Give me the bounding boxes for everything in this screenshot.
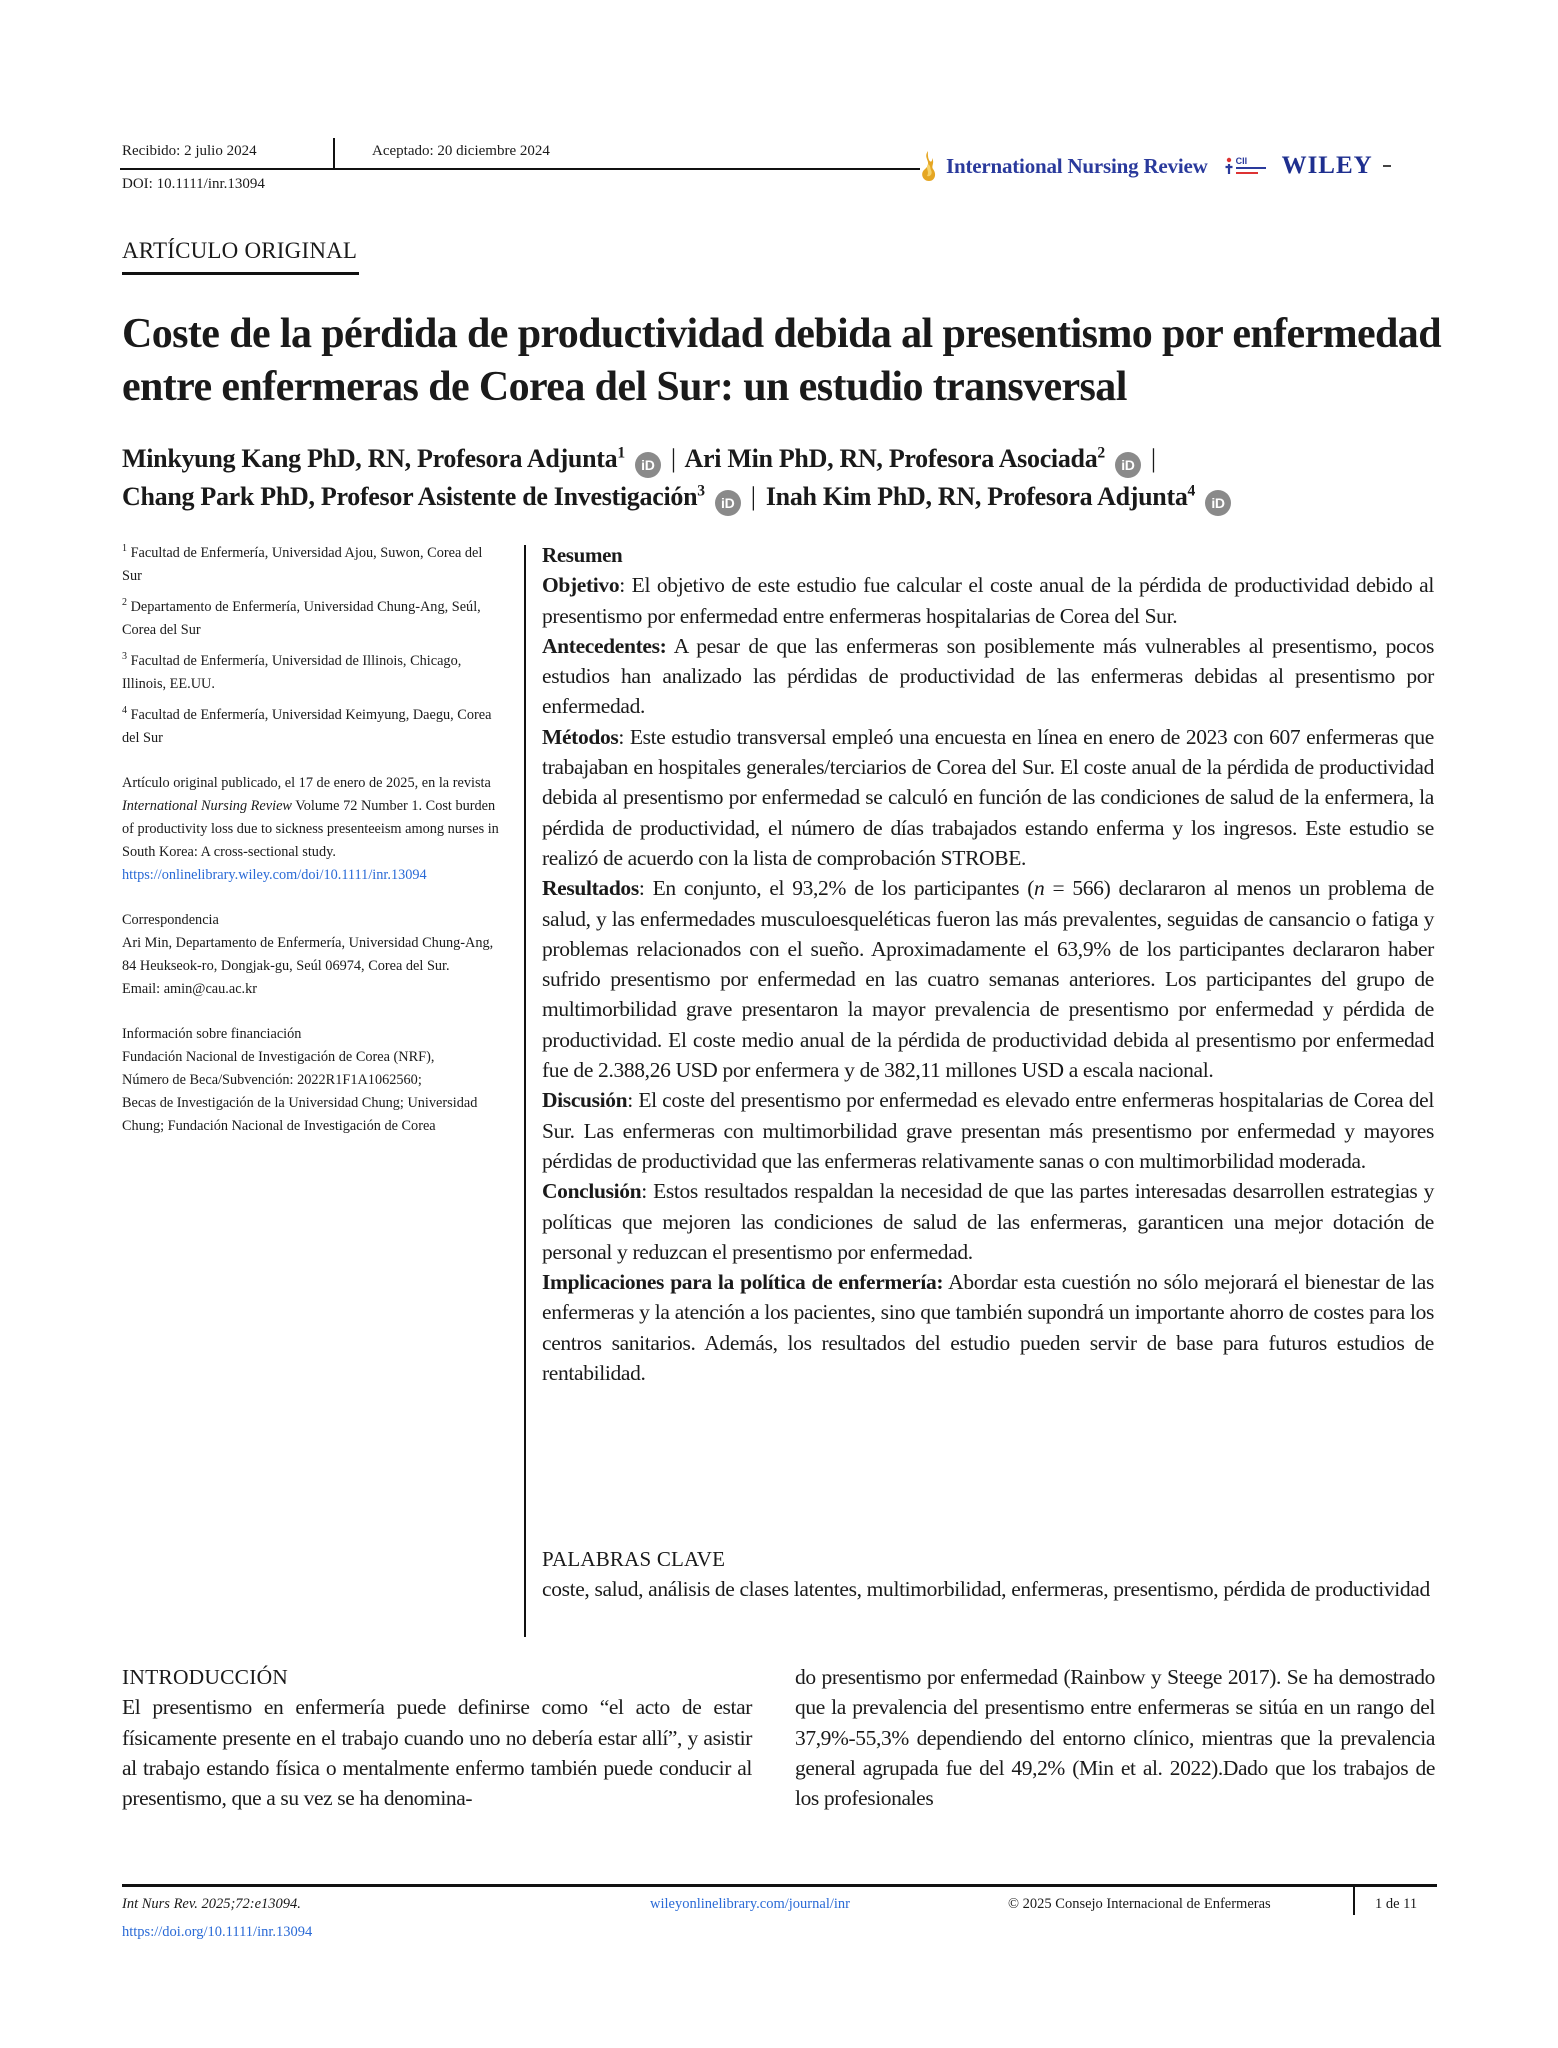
author-affiliation-mark: 4 — [1187, 482, 1196, 500]
author-name: Inah Kim PhD, RN, Profesora Adjunta — [765, 482, 1188, 511]
orcid-icon[interactable]: iD — [1205, 490, 1231, 516]
original-article-link[interactable]: https://onlinelibrary.wiley.com/doi/10.1111/inr.13094 — [122, 867, 427, 883]
introduction-text: El presentismo en enfermería puede definirse como “el acto de estar físicamente presente en el trabajo cuando uno no debería estar allí”, y asistir al trabajo estando física o mentalmente enfermo también puede conducir al presentismo, que a su vez se ha denomina- — [122, 1695, 752, 1811]
section-text: El coste del presentismo por enfermedad es elevado entre enfermeras hospitalarias de Corea del Sur. Las enfermeras con multimorbilidad grave presentan más presentismo por enfermedad y mayores pérdidas de productividad que las enfermeras relativamente sanas o con multimorbilidad moderada. — [542, 1088, 1434, 1173]
label-separator: : — [638, 876, 653, 901]
abstract-section-objective — [542, 570, 1434, 631]
author-list — [122, 440, 1462, 516]
abstract-section-discussion — [542, 1085, 1434, 1176]
cii-logo — [1224, 155, 1266, 177]
author-affiliation-mark: 2 — [1097, 444, 1105, 462]
abstract-section-results — [542, 873, 1434, 1085]
author-separator: | — [1150, 444, 1156, 473]
author-affiliation-mark: 1 — [617, 444, 625, 462]
author-name: Ari Min PhD, RN, Profesora Asociada — [684, 444, 1098, 473]
affiliation-text: Facultad de Enfermería, Universidad Ajou, Suwon, Corea del Sur — [122, 545, 483, 584]
affiliation — [122, 596, 502, 642]
affiliation — [122, 650, 502, 696]
introduction-column-right — [795, 1662, 1435, 1813]
funding-heading: Información sobre financiación — [122, 1026, 302, 1042]
page-number: 1 de 11 — [1375, 1896, 1418, 1912]
publication-note-suffix: Volume 72 Number 1. Cost burden of productivity loss due to sickness presenteeism among nurses in South Korea: A cross-sectional study. — [122, 798, 499, 860]
label-separator — [666, 634, 673, 658]
article-title: Coste de la pérdida de productividad debida al presentismo por enfermedad entre enfermeras de Corea del Sur: un estudio transversal — [122, 311, 1441, 410]
abstract-section-background — [542, 631, 1434, 722]
author-separator: | — [750, 482, 756, 511]
orcid-icon[interactable]: iD — [635, 452, 661, 478]
affiliation-number: 1 — [122, 543, 127, 555]
section-label: Conclusión — [542, 1179, 642, 1204]
header-dash — [1383, 165, 1391, 167]
introduction-heading: INTRODUCCIÓN — [122, 1665, 289, 1689]
section-label: Métodos — [542, 724, 619, 749]
publication-note — [122, 772, 502, 887]
keywords-list: coste, salud, análisis de clases latentes, multimorbilidad, enfermeras, presentismo, pérdida de productividad — [542, 1577, 1430, 1602]
sample-size-symbol: n — [1034, 876, 1045, 901]
funding-line: Fundación Nacional de Investigación de Corea (NRF), — [122, 1049, 435, 1065]
article-type-underline — [122, 272, 359, 275]
abstract-section-methods — [542, 722, 1434, 873]
affiliation — [122, 704, 502, 750]
label-separator: : — [618, 724, 630, 749]
section-text: = 566) declararon al menos un problema de salud, y las enfermedades musculoesqueléticas fueron las más prevalentes, seguidas de cansancio o fatiga y problemas relacionados con el sueño. Aproximadamente el 63,9% de los participantes declararon haber sufrido presentismo por enfermedad en las cuatro semanas anteriores. Los participantes del grupo de multimorbilidad grave presentaron la mayor prevalencia de presentismo por enfermedad y pérdida de productividad. El coste medio anual de la pérdida de productividad debida al presentismo por enfermedad fue de 2.388,26 USD por enfermera y de 382,11 millones USD a escala nacional. — [542, 876, 1434, 1083]
abstract-section-conclusion — [542, 1176, 1434, 1267]
abstract-heading: Resumen — [542, 543, 623, 567]
section-text: El objetivo de este estudio fue calcular el coste anual de la pérdida de productividad debido al presentismo por enfermedad entre enfermeras hospitalarias de Corea del Sur. — [542, 573, 1434, 628]
section-text: A pesar de que las enfermeras son posiblemente más vulnerables al presentismo, pocos estudios han analizado las pérdidas de productividad de las enfermeras debidas al presentismo por enfermedad. — [542, 633, 1435, 719]
cii-text: CII — [1235, 155, 1248, 166]
affiliation-number: 2 — [122, 597, 127, 609]
section-text: Este estudio transversal empleó una encuesta en línea en enero de 2023 con 607 enfermeras que trabajaban en hospitales generales/terciarios de Corea del Sur. El coste anual de la pérdida de productividad debida al presentismo por enfermedad se calculó en función de las condiciones de salud de la enfermera, la pérdida de productividad, el número de días trabajados estando enferma y los ingresos. Este estudio se realizó de acuerdo con la lista de comprobación STROBE. — [542, 724, 1434, 870]
journal-logo — [918, 150, 1391, 182]
doi: DOI: 10.1111/inr.13094 — [122, 176, 265, 192]
section-label: Implicaciones para la política de enfermería: — [542, 1270, 944, 1295]
correspondence-address: Ari Min, Departamento de Enfermería, Universidad Chung-Ang, 84 Heukseok-ro, Dongjak-gu, Seúl 06974, Corea del Sur. — [122, 935, 494, 974]
footer-journal-link[interactable]: wileyonlinelibrary.com/journal/inr — [650, 1896, 850, 1912]
section-text: En conjunto, el 93,2% de los participantes ( — [652, 876, 1035, 901]
keywords — [542, 1544, 1434, 1605]
affiliation-text: Facultad de Enfermería, Universidad Keimyung, Daegu, Corea del Sur — [122, 707, 492, 746]
section-label: Discusión — [542, 1088, 628, 1113]
publisher-logo: WILEY — [1281, 152, 1373, 179]
affiliation-text: Departamento de Enfermería, Universidad Chung-Ang, Seúl, Corea del Sur — [122, 599, 481, 638]
cii-figure-icon — [1224, 155, 1234, 177]
publication-note-prefix: Artículo original publicado, el 17 de enero de 2025, en la revista — [122, 775, 491, 791]
introduction-text: do presentismo por enfermedad (Rainbow y Steege 2017). Se ha demostrado que la prevalencia del presentismo entre enfermeras se sitúa en un rango del 37,9%-55,3% dependiendo del entorno clínico, mientras que la prevalencia general agrupada fue del 49,2% (Min et al. 2022).Dado que los trabajos de los profesionales — [795, 1665, 1435, 1811]
header-rule — [120, 168, 920, 170]
author-separator: | — [670, 444, 676, 473]
cii-wordmark — [1236, 157, 1266, 176]
affiliation — [122, 542, 502, 588]
footer-citation: Int Nurs Rev. 2025;72:e13094. — [122, 1896, 301, 1912]
correspondence-email[interactable]: Email: amin@cau.ac.kr — [122, 981, 258, 997]
article-type: ARTÍCULO ORIGINAL — [122, 238, 358, 263]
author-name: Minkyung Kang PhD, RN, Profesora Adjunta — [122, 444, 618, 473]
funding-info — [122, 1023, 502, 1138]
keywords-heading: PALABRAS CLAVE — [542, 1547, 726, 1571]
orcid-icon[interactable]: iD — [1115, 452, 1141, 478]
received-date: Recibido: 2 julio 2024 — [122, 143, 257, 159]
sidebar-notes — [122, 542, 502, 1138]
accepted-date: Aceptado: 20 diciembre 2024 — [372, 143, 550, 159]
cii-rules-icon — [1236, 167, 1266, 176]
section-label: Resultados — [542, 876, 639, 901]
introduction-column-left — [122, 1662, 752, 1813]
publication-note-journal: International Nursing Review — [122, 798, 292, 814]
label-separator: : — [619, 573, 632, 598]
footer-doi-link[interactable]: https://doi.org/10.1111/inr.13094 — [122, 1924, 313, 1940]
abstract-section-implications — [542, 1267, 1434, 1388]
journal-name: International Nursing Review — [946, 153, 1208, 178]
label-separator: : — [641, 1179, 654, 1204]
label-separator: : — [627, 1088, 639, 1113]
author-affiliation-mark: 3 — [697, 482, 705, 500]
author-name: Chang Park PhD, Profesor Asistente de Investigación — [122, 482, 698, 511]
header-separator — [333, 138, 335, 168]
funding-line: Número de Beca/Subvención: 2022R1F1A1062560; — [122, 1072, 422, 1088]
flame-icon — [918, 150, 938, 182]
funding-line: Becas de Investigación de la Universidad Chung; Universidad Chung; Fundación Nacional de Investigación de Corea — [122, 1095, 478, 1134]
correspondence-heading: Correspondencia — [122, 912, 219, 928]
footer-copyright: © 2025 Consejo Internacional de Enfermeras — [1008, 1896, 1271, 1912]
affiliation-number: 3 — [122, 651, 127, 663]
column-divider — [524, 545, 526, 1637]
affiliation-text: Facultad de Enfermería, Universidad de Illinois, Chicago, Illinois, EE.UU. — [122, 653, 462, 692]
section-text: Abordar esta cuestión no sólo mejorará el bienestar de las enfermeras y la atención a los pacientes, sino que también supondrá un importante ahorro de costes para los centros sanitarios. Además, los resultados del estudio pueden servir de base para futuros estudios de rentabilidad. — [542, 1270, 1434, 1386]
affiliation-number: 4 — [122, 705, 127, 717]
footer-rule — [122, 1884, 1437, 1887]
footer-separator — [1353, 1887, 1355, 1915]
section-text: Estos resultados respaldan la necesidad de que las partes interesadas desarrollen estrategias y políticas que mejoren las condiciones de salud de las enfermeras, garanticen una mejor dotación de personal y reduzcan el presentismo por enfermedad. — [542, 1179, 1435, 1264]
section-label: Antecedentes: — [542, 633, 667, 658]
abstract — [542, 540, 1434, 1388]
correspondence — [122, 909, 502, 1001]
section-label: Objetivo — [542, 573, 620, 598]
orcid-icon[interactable]: iD — [715, 490, 741, 516]
